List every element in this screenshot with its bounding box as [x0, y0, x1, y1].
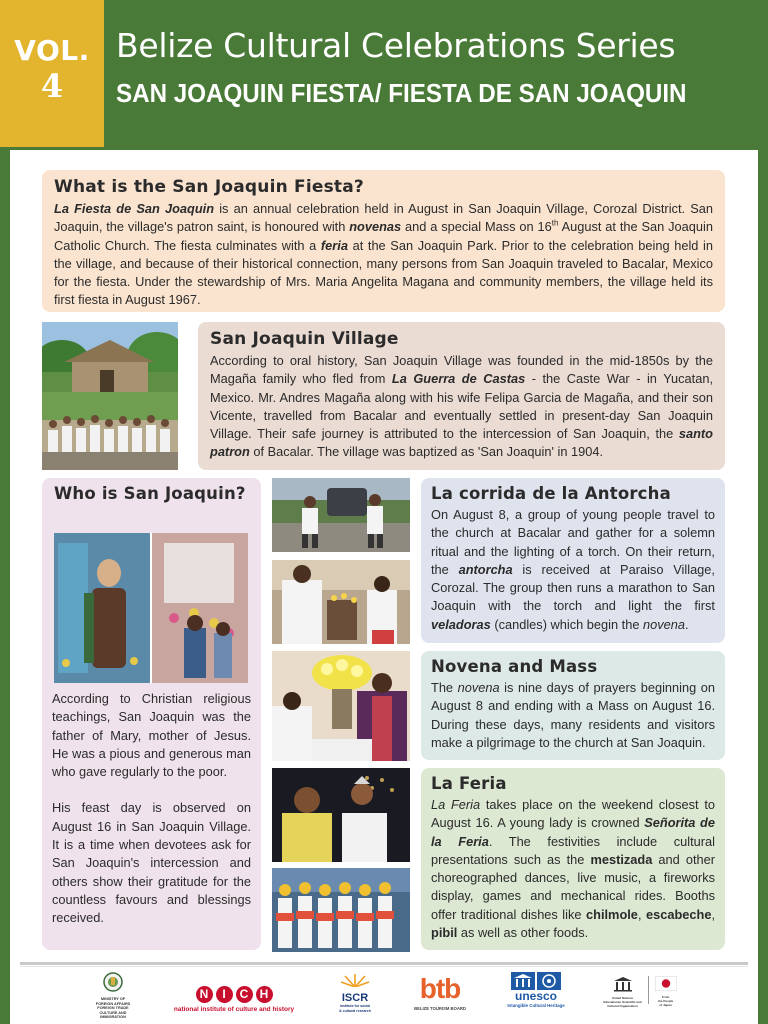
dancers-photo: [272, 868, 410, 952]
who-paragraph-1: According to Christian religious teachings, San Joaquin was the father of Mary, mother of Jesus. He was a pious and generous man who gave regularly to the poor.: [52, 691, 251, 780]
volume-badge: [0, 0, 104, 147]
footer-divider-light: [20, 966, 748, 967]
nich-letter-n: N: [196, 986, 213, 1003]
volume-number: 4: [40, 67, 64, 105]
section-what-is-fiesta: [42, 170, 725, 312]
section-la-feria: [421, 768, 725, 950]
series-title: Belize Cultural Celebrations Series: [116, 26, 676, 65]
section-village: [198, 322, 725, 470]
section-heading: What is the San Joaquin Fiesta?: [54, 177, 364, 197]
unesco-emblem-icon: [612, 976, 634, 992]
ich-heritage-icon: [537, 972, 561, 990]
nich-letter-c: C: [236, 986, 253, 1003]
section-body: According to oral history, San Joaquin Village was founded in the mid-1850s by the Magaña family who fled from La Guerra de Castas - the Caste War - in Yucatan, Mexico. Mr. Andres Magaña along with his wife Felipa Garcia de Magaña, and their son Vicente, travelled from Bacalar and eventually settled in present-day San Joaquin Village. Their safe journey is attributed to the intercession of San Joaquin, the santo patron of Bacalar. The village was baptized as 'San Joaquin' in 1904.: [210, 353, 714, 460]
section-body: On August 8, a group of young people travel to the church at Bacalar and gather for a solemn ritual and the lighting of a torch. On their return, the antorcha is received at Paraiso Village, Corozal. The group then runs a marathon to San Joaquin with the torch and light the first veladoras (candles) which begin the novena.: [431, 507, 715, 632]
section-body: The novena is nine days of prayers beginning on August 8 and ending with a Mass on August 16. During these days, many residents and visitors make a pilgrimage to the church at San Joaquin.: [431, 680, 716, 750]
nich-letter-h: H: [256, 986, 273, 1003]
section-heading: La corrida de la Antorcha: [431, 484, 671, 503]
section-body: La Fiesta de San Joaquin is an annual celebration held in August in San Joaquin Village, Corozal District. San Joaquin, the village's patron saint, is honoured with novenas and a special Mass on 16th August at the San Joaquin Catholic Church. The fiesta culminates with a feria at the San Joaquin Park. Prior to the celebration being held in the village, and because of their historical connection, many persons from San Joaquin traveled to Bacalar, Mexico for the fiesta. Under the stewardship of Mrs. Maria Angelita Magana and community members, the village held its first fiesta in August 1967.: [54, 201, 714, 308]
who-paragraph-2: His feast day is observed on August 16 in San Joaquin Village. It is a time when devotees ask for San Joaquin's intercession and others show their gratitude for the countless favours and blessings received.: [52, 800, 251, 926]
section-heading: Who is San Joaquin?: [54, 484, 246, 503]
iscr-logo: ISCR institute for social & cultural research: [332, 973, 378, 1013]
section-body: La Feria takes place on the weekend closest to August 16. A young lady is crowned Señorita de la Feria. The festivities include cultural presentations such as the mestizada and other choreographed dances, live music, a fireworks display, games and mechanical rides. Booths offer traditional dishes like chilmole, escabeche, pibil as well as other foods.: [431, 797, 715, 941]
unesco-temple-icon: [511, 972, 535, 990]
who-body: [52, 690, 251, 928]
saint-statue-photo: [54, 533, 248, 683]
candle-lighting-photo: [272, 560, 410, 644]
mass-photo: [272, 651, 410, 761]
nich-logo: [166, 986, 302, 1013]
belize-coat-of-arms-icon: [103, 972, 123, 992]
section-heading: La Feria: [431, 774, 507, 793]
nich-letter-i: I: [216, 986, 233, 1003]
un-japan-logo: United Nations Educational, Scientific and Cultural Organization From the People of Japan: [598, 976, 682, 1008]
senorita-de-la-feria-photo: [272, 768, 410, 862]
section-novena-mass: [421, 651, 725, 760]
page-title: SAN JOAQUIN FIESTA/ FIESTA DE SAN JOAQUIN: [116, 78, 687, 108]
nich-subtitle: national institute of culture and history: [173, 1006, 295, 1013]
japan-flag-icon: [655, 976, 677, 991]
footer-divider: [20, 962, 748, 965]
section-heading: San Joaquin Village: [210, 329, 399, 349]
section-heading: Novena and Mass: [431, 657, 598, 676]
village-photo: [42, 322, 178, 470]
btb-logo: btb BELIZE TOURISM BOARD: [414, 973, 466, 1011]
section-corrida-antorcha: [421, 478, 725, 643]
unesco-ich-logo: unesco Intangible Cultural Heritage: [504, 972, 568, 1008]
torch-runners-photo: [272, 478, 410, 552]
sunburst-icon: [340, 973, 370, 987]
volume-label: VOL.: [14, 34, 90, 67]
ministry-logo: MINISTRY OF FOREIGN AFFAIRS FOREIGN TRADE CULTURE AND IMMIGRATION: [86, 972, 140, 1020]
